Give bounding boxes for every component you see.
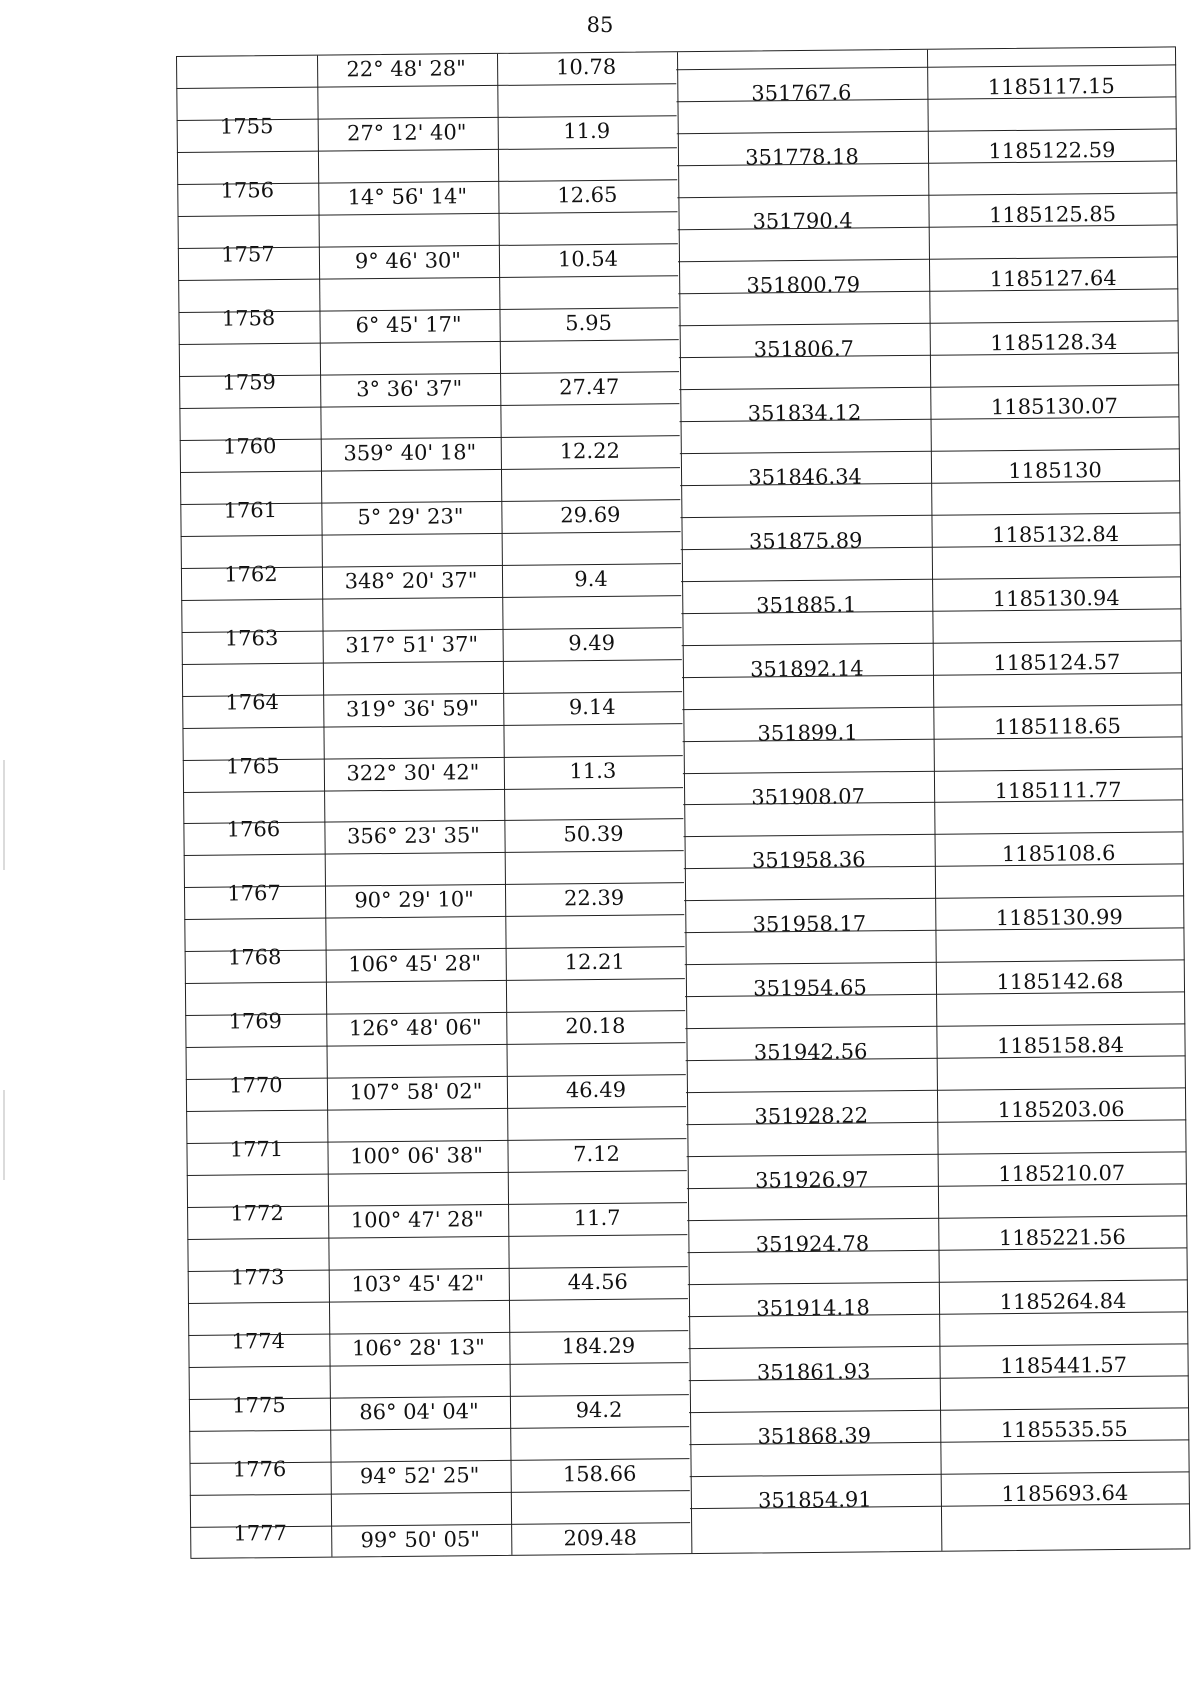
cell-easting: 351790.4 bbox=[752, 208, 853, 234]
cell-bearing: 126° 48' 06" bbox=[348, 1015, 482, 1041]
cell-northing: 1185264.84 bbox=[999, 1289, 1127, 1315]
cell-bearing: 322° 30' 42" bbox=[346, 759, 480, 785]
cell-distance: 9.49 bbox=[568, 630, 616, 655]
cell-point: 1768 bbox=[227, 945, 282, 970]
cell-point: 1777 bbox=[233, 1521, 288, 1546]
scan-edge-mark bbox=[3, 1090, 5, 1180]
cell-easting: 351942.56 bbox=[753, 1039, 868, 1065]
cell-northing: 1185132.84 bbox=[992, 521, 1120, 547]
cell-distance: 12.22 bbox=[559, 438, 620, 464]
coordinate-table bbox=[176, 46, 1190, 1559]
cell-northing: 1185203.06 bbox=[997, 1097, 1125, 1123]
cell-point: 1766 bbox=[226, 817, 281, 843]
cell-point: 1762 bbox=[224, 561, 278, 587]
cell-easting: 351924.78 bbox=[755, 1231, 870, 1257]
cell-northing: 1185124.57 bbox=[993, 649, 1121, 675]
cell-northing: 1185111.77 bbox=[994, 777, 1122, 803]
cell-easting: 351854.91 bbox=[757, 1487, 872, 1513]
cell-northing: 1185210.07 bbox=[998, 1161, 1126, 1187]
cell-point: 1757 bbox=[221, 241, 275, 267]
cell-bearing: 356° 23' 35" bbox=[346, 823, 481, 849]
cell-northing: 1185130 bbox=[1008, 457, 1102, 483]
cell-easting: 351928.22 bbox=[754, 1103, 869, 1129]
cell-point: 1769 bbox=[228, 1009, 283, 1034]
cell-distance: 5.95 bbox=[565, 310, 613, 336]
cell-point: 1755 bbox=[219, 114, 274, 139]
cell-northing: 1185122.59 bbox=[988, 137, 1116, 164]
cell-bearing: 14° 56' 14" bbox=[347, 184, 468, 210]
cell-northing: 1185693.64 bbox=[1001, 1480, 1129, 1507]
cell-bearing: 3° 36' 37" bbox=[356, 376, 463, 402]
cell-distance: 29.69 bbox=[560, 502, 621, 528]
cell-bearing: 317° 51' 37" bbox=[345, 631, 479, 658]
cell-point: 1761 bbox=[223, 497, 278, 523]
cell-point: 1760 bbox=[222, 433, 277, 459]
cell-point: 1763 bbox=[224, 625, 279, 651]
cell-distance: 184.29 bbox=[561, 1333, 636, 1359]
cell-easting: 351892.14 bbox=[750, 656, 864, 682]
cell-northing: 1185108.6 bbox=[1001, 841, 1116, 867]
page-number: 85 bbox=[586, 13, 614, 37]
cell-bearing: 6° 45' 17" bbox=[355, 312, 462, 338]
cell-point: 1776 bbox=[232, 1457, 287, 1482]
cell-distance: 10.78 bbox=[555, 54, 617, 80]
cell-easting: 351767.6 bbox=[751, 80, 852, 106]
cell-point: 1759 bbox=[222, 369, 276, 395]
cell-easting: 351908.07 bbox=[751, 783, 866, 810]
cell-northing: 1185130.94 bbox=[992, 585, 1120, 611]
cell-bearing: 9° 46' 30" bbox=[354, 248, 462, 274]
cell-bearing: 106° 28' 13" bbox=[351, 1335, 485, 1361]
cell-distance: 9.14 bbox=[568, 694, 616, 719]
cell-distance: 12.65 bbox=[557, 182, 618, 208]
cell-northing: 1185130.99 bbox=[995, 905, 1123, 931]
cell-easting: 351834.12 bbox=[747, 400, 862, 426]
cell-bearing: 100° 47' 28" bbox=[350, 1207, 484, 1233]
cell-point: 1764 bbox=[225, 689, 280, 715]
cell-bearing: 348° 20' 37" bbox=[344, 567, 478, 594]
cell-bearing: 86° 04' 04" bbox=[359, 1399, 479, 1425]
cell-bearing: 359° 40' 18" bbox=[343, 439, 477, 466]
cell-point: 1767 bbox=[227, 881, 281, 906]
cell-bearing: 5° 29' 23" bbox=[357, 503, 464, 529]
cell-distance: 10.54 bbox=[557, 246, 619, 272]
cell-bearing: 107° 58' 02" bbox=[349, 1079, 483, 1105]
cell-distance: 11.3 bbox=[569, 758, 617, 783]
cell-northing: 1185535.55 bbox=[1000, 1417, 1128, 1443]
cell-northing: 1185158.84 bbox=[996, 1033, 1125, 1059]
cell-bearing: 103° 45' 42" bbox=[351, 1271, 485, 1297]
cell-distance: 209.48 bbox=[563, 1525, 638, 1551]
cell-distance: 7.12 bbox=[573, 1142, 621, 1167]
cell-easting: 351958.17 bbox=[752, 911, 867, 937]
cell-point: 1758 bbox=[221, 305, 276, 331]
cell-northing: 1185117.15 bbox=[987, 73, 1115, 100]
cell-northing: 1185118.65 bbox=[993, 713, 1122, 739]
cell-easting: 351958.36 bbox=[751, 847, 866, 873]
cell-northing: 1185142.68 bbox=[996, 969, 1124, 995]
cell-northing: 1185128.34 bbox=[990, 329, 1118, 355]
cell-distance: 46.49 bbox=[565, 1078, 627, 1103]
cell-point: 1756 bbox=[220, 177, 275, 203]
cell-easting: 351914.18 bbox=[756, 1295, 870, 1321]
cell-point: 1770 bbox=[229, 1073, 283, 1098]
cell-distance: 44.56 bbox=[567, 1269, 628, 1295]
cell-distance: 22.39 bbox=[563, 886, 625, 911]
cell-northing: 1185130.07 bbox=[990, 393, 1118, 419]
cell-easting: 351800.79 bbox=[746, 272, 861, 298]
cell-bearing: 22° 48' 28" bbox=[346, 56, 466, 82]
column-divider bbox=[497, 54, 512, 1555]
cell-distance: 94.2 bbox=[575, 1397, 623, 1423]
cell-point: 1765 bbox=[225, 753, 280, 779]
cell-easting: 351846.34 bbox=[748, 464, 862, 490]
cell-point: 1775 bbox=[232, 1393, 286, 1418]
cell-easting: 351875.89 bbox=[748, 528, 863, 554]
cell-bearing: 319° 36' 59" bbox=[345, 695, 479, 721]
cell-easting: 351926.97 bbox=[754, 1167, 869, 1193]
cell-easting: 351868.39 bbox=[757, 1423, 872, 1449]
cell-distance: 50.39 bbox=[563, 822, 624, 847]
cell-easting: 351861.93 bbox=[756, 1359, 871, 1385]
cell-distance: 158.66 bbox=[562, 1461, 637, 1487]
cell-easting: 351778.18 bbox=[745, 144, 859, 170]
cell-northing: 1185441.57 bbox=[1000, 1353, 1128, 1379]
cell-bearing: 99° 50' 05" bbox=[360, 1527, 481, 1553]
cell-point: 1773 bbox=[230, 1265, 285, 1290]
cell-point: 1774 bbox=[231, 1329, 286, 1354]
cell-bearing: 90° 29' 10" bbox=[354, 887, 474, 913]
cell-point: 1772 bbox=[230, 1201, 284, 1226]
cell-distance: 11.9 bbox=[563, 118, 611, 144]
cell-point: 1771 bbox=[229, 1137, 284, 1162]
cell-distance: 27.47 bbox=[559, 374, 620, 400]
cell-bearing: 106° 45' 28" bbox=[348, 951, 482, 977]
cell-bearing: 94° 52' 25" bbox=[359, 1463, 480, 1489]
cell-distance: 9.4 bbox=[574, 566, 608, 591]
cell-distance: 11.7 bbox=[573, 1206, 621, 1231]
cell-northing: 1185125.85 bbox=[988, 201, 1117, 228]
cell-easting: 351885.1 bbox=[756, 592, 857, 618]
cell-distance: 12.21 bbox=[564, 950, 625, 975]
cell-northing: 1185127.64 bbox=[989, 265, 1117, 292]
cell-easting: 351954.65 bbox=[753, 975, 867, 1001]
scan-edge-mark bbox=[3, 760, 5, 870]
cell-easting: 351806.7 bbox=[753, 336, 855, 362]
cell-distance: 20.18 bbox=[565, 1014, 626, 1039]
cell-bearing: 27° 12' 40" bbox=[346, 120, 467, 146]
cell-easting: 351899.1 bbox=[757, 720, 858, 745]
cell-northing: 1185221.56 bbox=[998, 1225, 1126, 1251]
cell-bearing: 100° 06' 38" bbox=[350, 1143, 484, 1169]
